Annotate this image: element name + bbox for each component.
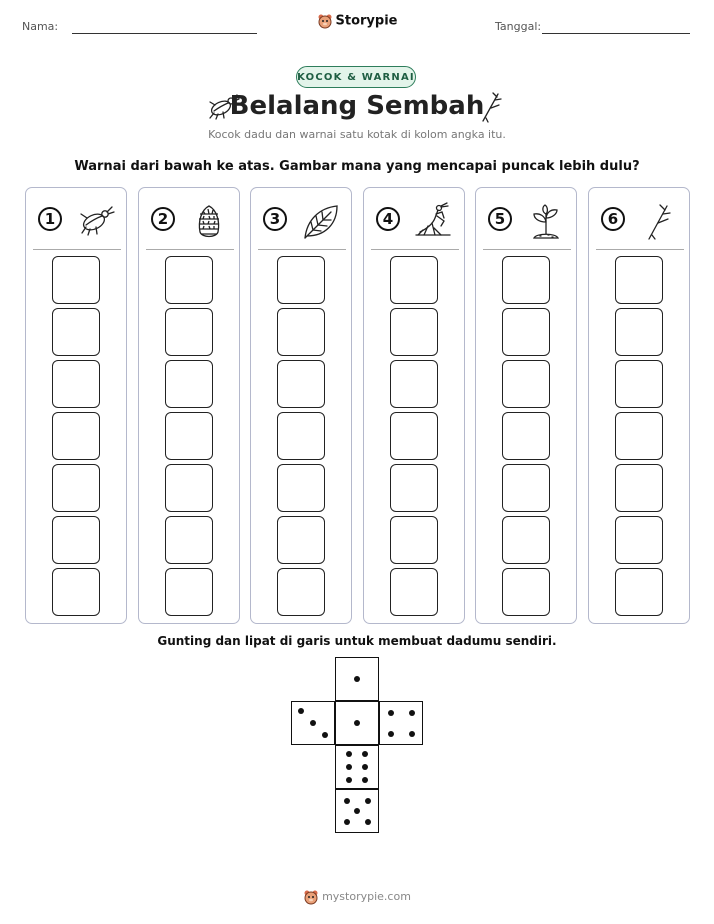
- color-box[interactable]: [502, 360, 550, 408]
- color-box[interactable]: [390, 412, 438, 460]
- column-number: 3: [263, 207, 287, 231]
- twig-icon: [478, 91, 504, 123]
- color-box[interactable]: [277, 308, 325, 356]
- color-box[interactable]: [277, 464, 325, 512]
- column-number: 5: [488, 207, 512, 231]
- color-box[interactable]: [277, 256, 325, 304]
- color-box[interactable]: [52, 412, 100, 460]
- color-box[interactable]: [502, 256, 550, 304]
- color-box[interactable]: [165, 412, 213, 460]
- color-box[interactable]: [165, 256, 213, 304]
- column-divider: [33, 249, 121, 250]
- die-pip: [409, 731, 415, 737]
- die-pip: [322, 732, 328, 738]
- column-number: 2: [151, 207, 175, 231]
- die-pip: [354, 676, 360, 682]
- column-5: [475, 187, 577, 624]
- color-box[interactable]: [165, 516, 213, 564]
- column-6: [588, 187, 690, 624]
- color-box[interactable]: [277, 360, 325, 408]
- color-box[interactable]: [390, 464, 438, 512]
- column-number: 6: [601, 207, 625, 231]
- page-subtitle: Kocok dadu dan warnai satu kotak di kolom angka itu.: [208, 128, 506, 141]
- column-divider: [483, 249, 571, 250]
- die-pip: [354, 808, 360, 814]
- color-box[interactable]: [390, 360, 438, 408]
- die-pip: [310, 720, 316, 726]
- color-box[interactable]: [277, 568, 325, 616]
- column-divider: [596, 249, 684, 250]
- column-3: [250, 187, 352, 624]
- color-box[interactable]: [165, 360, 213, 408]
- date-label: Tanggal:: [495, 20, 542, 33]
- die-pip: [298, 708, 304, 714]
- column-number: 1: [38, 207, 62, 231]
- color-box[interactable]: [52, 360, 100, 408]
- color-box[interactable]: [615, 516, 663, 564]
- die-pip: [365, 819, 371, 825]
- color-box[interactable]: [52, 568, 100, 616]
- column-divider: [146, 249, 234, 250]
- color-box[interactable]: [390, 256, 438, 304]
- brand-logo: [0, 13, 714, 29]
- color-box[interactable]: [165, 308, 213, 356]
- storypie-footer-icon: [303, 889, 319, 905]
- column-header: [147, 202, 233, 242]
- color-box[interactable]: [615, 256, 663, 304]
- storypie-logo-icon: [317, 13, 333, 29]
- color-box[interactable]: [390, 568, 438, 616]
- die-face-1: [335, 657, 379, 701]
- date-line[interactable]: [542, 33, 690, 34]
- color-box[interactable]: [52, 464, 100, 512]
- column-number: 4: [376, 207, 400, 231]
- color-box[interactable]: [165, 464, 213, 512]
- name-label: Nama:: [22, 20, 59, 33]
- die-pip: [346, 764, 352, 770]
- column-divider: [371, 249, 459, 250]
- page-title: Belalang Sembah: [229, 91, 485, 121]
- color-box[interactable]: [277, 516, 325, 564]
- mantis-icon: [414, 202, 454, 242]
- color-box[interactable]: [52, 516, 100, 564]
- color-box[interactable]: [615, 464, 663, 512]
- sprout-icon: [526, 202, 566, 242]
- column-header: [372, 202, 458, 242]
- die-face-1: [335, 701, 379, 745]
- color-box[interactable]: [502, 516, 550, 564]
- color-box[interactable]: [52, 308, 100, 356]
- instruction-text: Warnai dari bawah ke atas. Gambar mana yang mencapai puncak lebih dulu?: [74, 159, 640, 174]
- column-2: [138, 187, 240, 624]
- die-pip: [344, 819, 350, 825]
- die-face-3: [291, 701, 335, 745]
- die-pip: [346, 751, 352, 757]
- name-line[interactable]: [72, 33, 257, 34]
- color-box[interactable]: [502, 464, 550, 512]
- color-box[interactable]: [615, 360, 663, 408]
- die-pip: [344, 798, 350, 804]
- column-header: [34, 202, 120, 242]
- brand-name: Storypie: [335, 13, 398, 29]
- column-header: [597, 202, 683, 242]
- die-pip: [354, 720, 360, 726]
- color-box[interactable]: [277, 412, 325, 460]
- die-face-5: [335, 789, 379, 833]
- die-face-6: [335, 745, 379, 789]
- beetle-icon: [76, 202, 116, 242]
- color-box[interactable]: [502, 412, 550, 460]
- die-face-4: [379, 701, 423, 745]
- die-pip: [388, 731, 394, 737]
- color-box[interactable]: [390, 516, 438, 564]
- die-pip: [388, 710, 394, 716]
- column-divider: [258, 249, 346, 250]
- cut-instruction: Gunting dan lipat di garis untuk membuat dadumu sendiri.: [157, 634, 557, 648]
- die-pip: [409, 710, 415, 716]
- die-pip: [346, 777, 352, 783]
- die-pip: [365, 798, 371, 804]
- color-box[interactable]: [502, 308, 550, 356]
- color-box[interactable]: [615, 412, 663, 460]
- column-header: [484, 202, 570, 242]
- column-1: [25, 187, 127, 624]
- footer: [0, 889, 714, 905]
- color-box[interactable]: [52, 256, 100, 304]
- color-box[interactable]: [390, 308, 438, 356]
- color-box[interactable]: [615, 308, 663, 356]
- die-pip: [362, 777, 368, 783]
- color-box[interactable]: [165, 568, 213, 616]
- color-box[interactable]: [502, 568, 550, 616]
- twig-icon: [639, 202, 679, 242]
- column-4: [363, 187, 465, 624]
- egg-case-icon: [189, 202, 229, 242]
- footer-url[interactable]: mystorypie.com: [322, 890, 411, 903]
- leaf-icon: [301, 202, 341, 242]
- column-header: [259, 202, 345, 242]
- die-pip: [362, 764, 368, 770]
- activity-badge: KOCOK & WARNAI: [296, 66, 416, 88]
- die-pip: [362, 751, 368, 757]
- color-box[interactable]: [615, 568, 663, 616]
